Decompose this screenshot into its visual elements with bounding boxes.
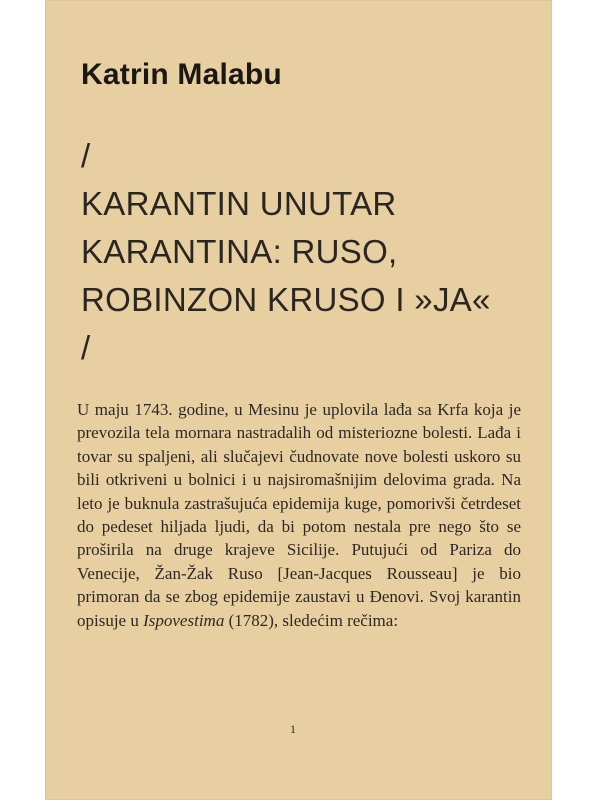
body-text-part-2: (1782), sledećim rečima: — [224, 610, 399, 630]
chapter-title — [81, 132, 491, 372]
title-line-2: KARANTINA: RUSO, — [81, 233, 398, 270]
footnote-marker: 1 — [290, 722, 296, 736]
body-text-part-1: U maju 1743. godine, u Mesinu je uplovila lađa sa Krfa koja je prevozila tela mornara nastradalih od misteriozne bolesti. Lađa i tovar su spaljeni, ali slučajevi čudnovate nove bolesti uskoro su bili otkriveni u bolnici i u najsiromašnijim delovima grada. Na leto je buknula zastrašujuća epidemija kuge, pomorivši četrdeset do pedeset hiljada ljudi, da bi potom nestala pre nego što se proširila na druge krajeve Sicilije. Putujući od Pariza do Venecije, Žan-Žak Ruso [Jean-Jacques Rousseau] je bio primoran da se zbog epidemije zaustavi u Đenovi. Svoj karantin opisuje u — [77, 400, 521, 630]
title-slash-top: / — [81, 137, 91, 174]
book-page — [45, 0, 552, 800]
book-title-italic: Ispovestima — [143, 610, 225, 630]
title-line-3: ROBINZON KRUSO I »JA« — [81, 281, 491, 318]
title-line-1: KARANTIN UNUTAR — [81, 185, 397, 222]
author-name: Katrin Malabu — [81, 58, 282, 91]
body-paragraph — [77, 398, 521, 632]
title-slash-bottom: / — [81, 329, 91, 366]
